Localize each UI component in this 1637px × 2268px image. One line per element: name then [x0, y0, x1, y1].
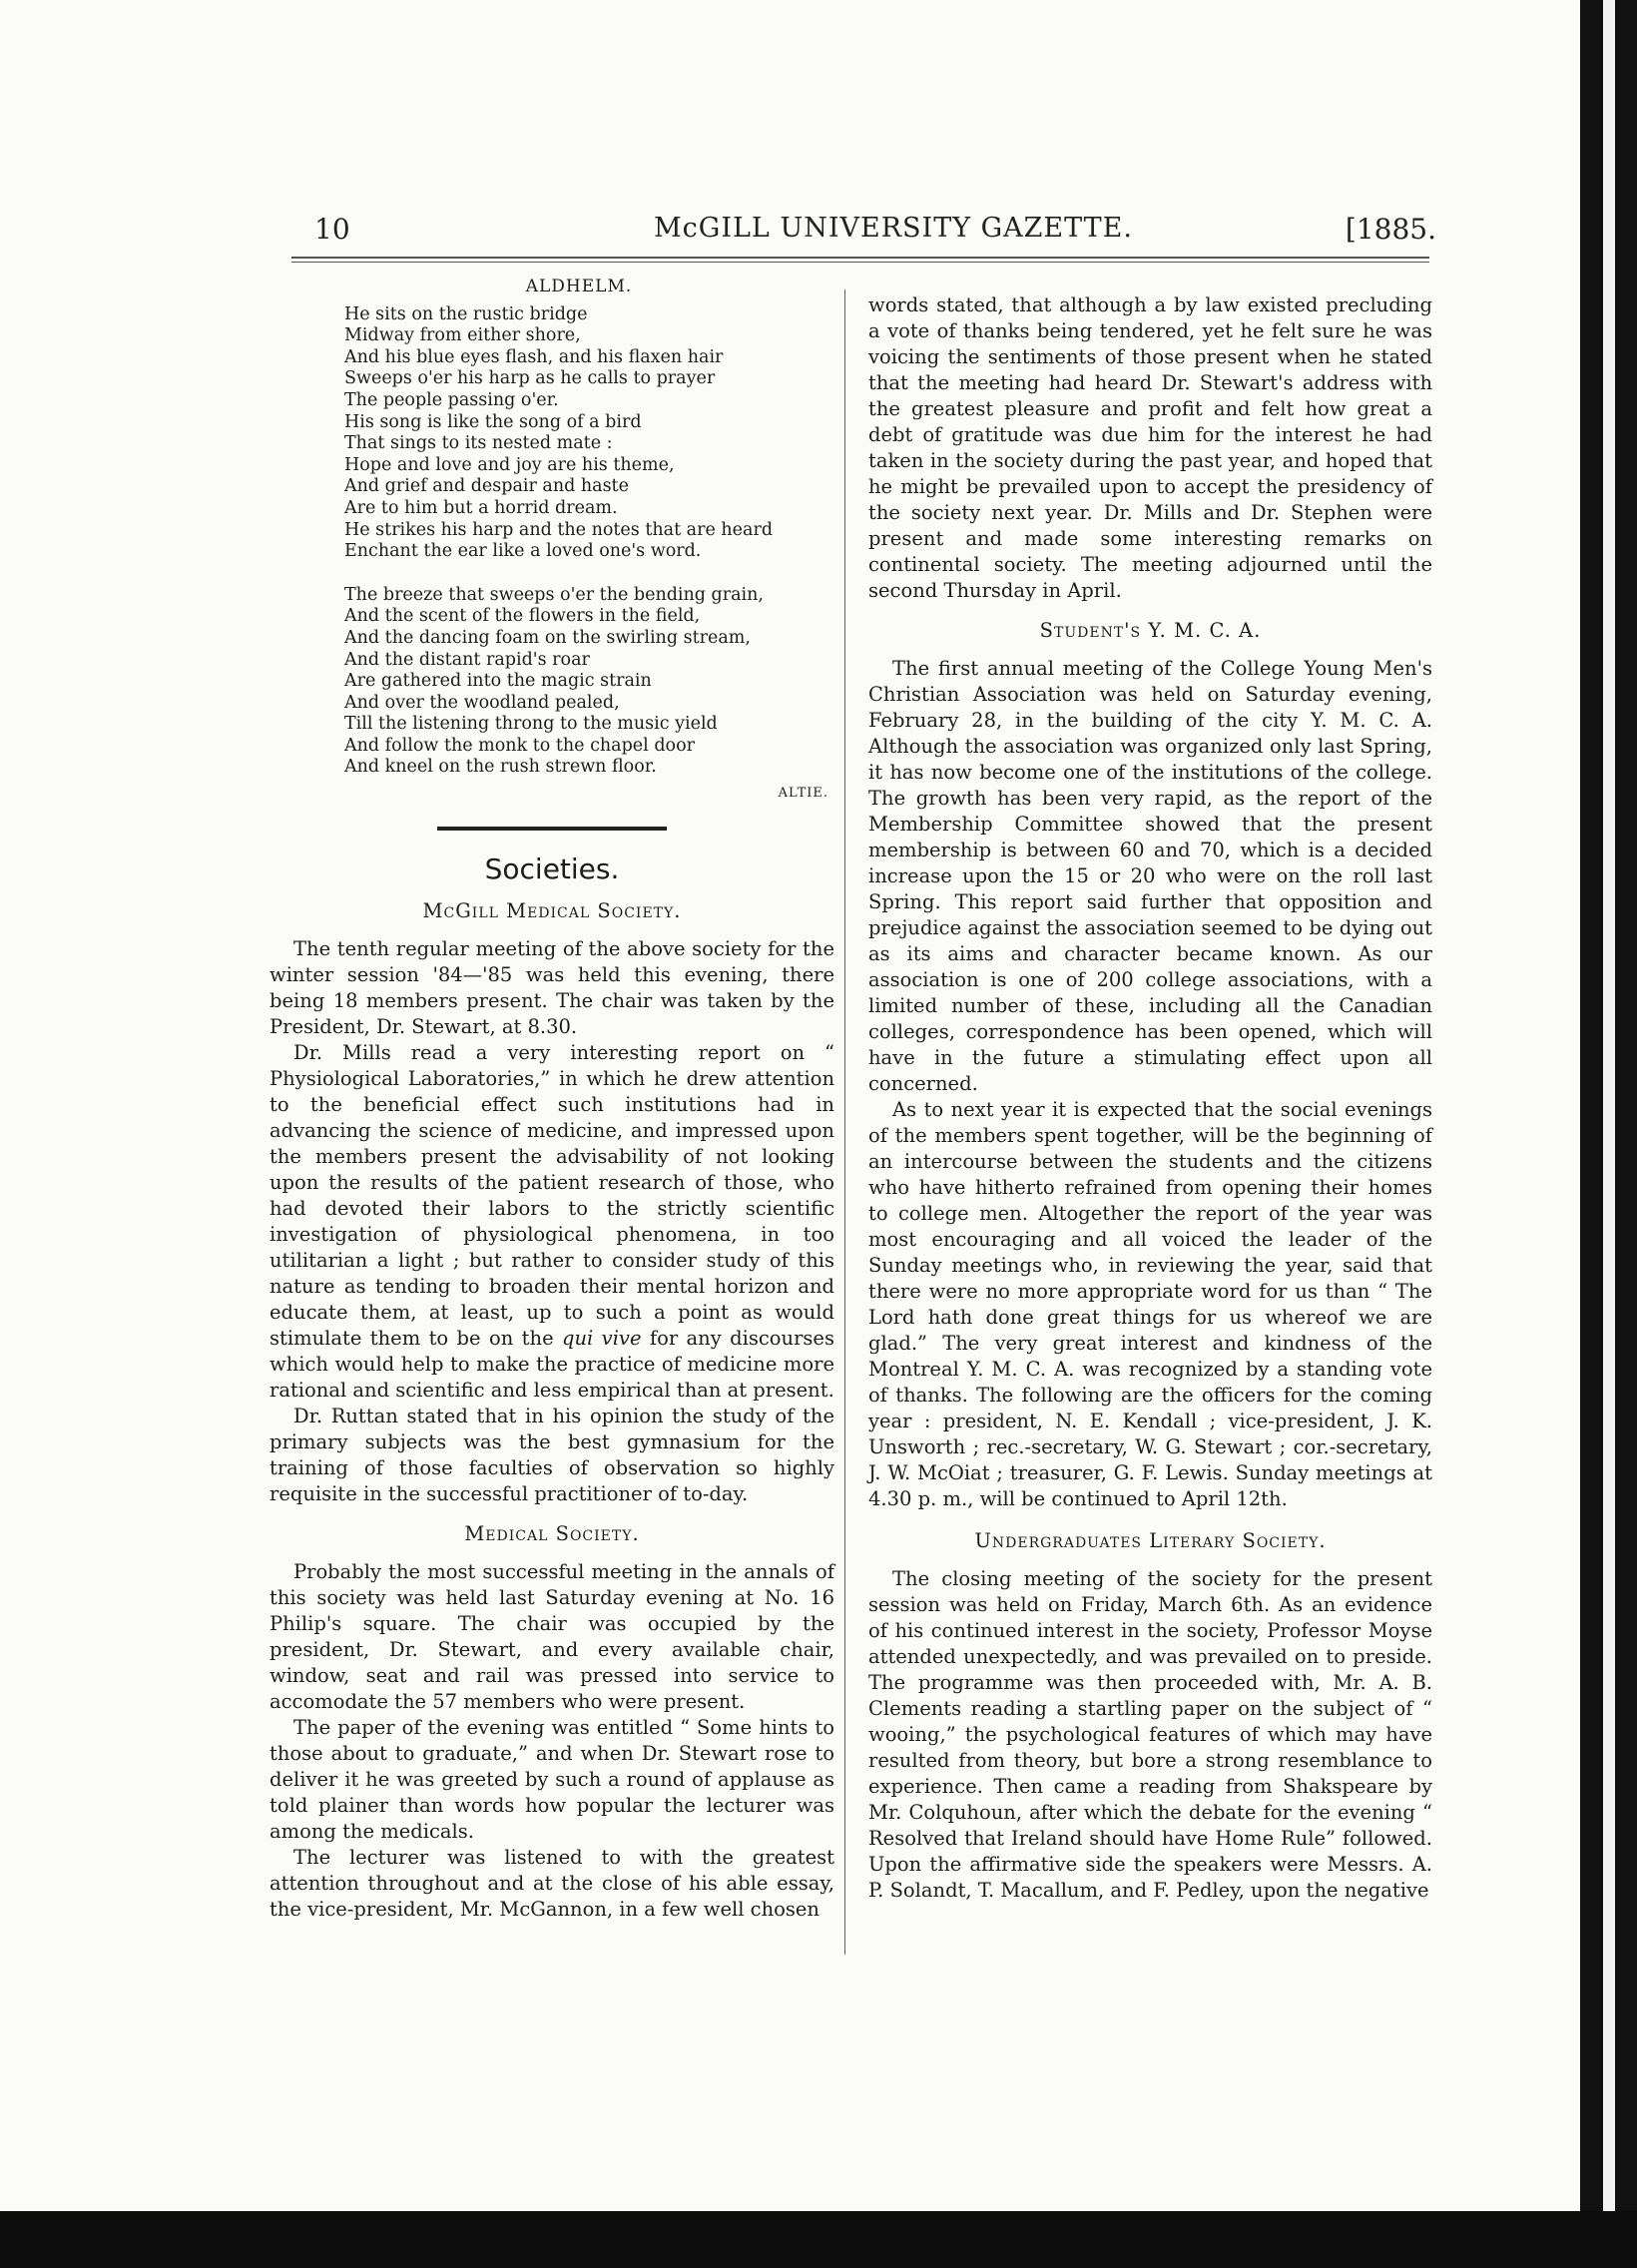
right-column — [868, 292, 1432, 1904]
header-rule-top — [291, 257, 1429, 259]
page-header — [314, 205, 1436, 255]
publication-title: McGILL UNIVERSITY GAZETTE. — [654, 213, 1133, 244]
heading-undergraduates-literary-society: Undergraduates Literary Society. — [974, 1529, 1327, 1552]
poem-line: Enchant the ear like a loved one's word. — [344, 541, 702, 562]
poem-line: The breeze that sweeps o'er the bending grain, — [344, 584, 764, 605]
poem — [270, 277, 828, 805]
italic-phrase: qui vive — [562, 1326, 642, 1350]
poem-line: And his blue eyes flash, and his flaxen hair — [344, 346, 724, 367]
poem-line: He strikes his harp and the notes that are heard — [344, 519, 774, 540]
year-label: [1885. — [1345, 213, 1436, 246]
poem-line: And grief and despair and haste — [344, 476, 629, 497]
poem-line: That sings to its nested mate : — [344, 433, 613, 454]
poem-line: Are gathered into the magic strain — [344, 671, 652, 692]
left-column — [270, 277, 834, 1923]
poem-line: The people passing o'er. — [344, 389, 559, 410]
poem-line: And kneel on the rush strewn floor. — [344, 757, 657, 778]
heading-mcgill-medical-society: McGill Medical Society. — [422, 898, 682, 922]
header-rule-bottom — [291, 262, 1429, 263]
scan-border-bottom — [0, 2211, 1637, 2268]
poem-line: And over the woodland pealed, — [344, 692, 620, 713]
section-title: Societies. — [484, 851, 620, 885]
adjacent-page-strip — [1603, 0, 1615, 2268]
poem-line: Midway from either shore, — [344, 325, 581, 346]
poem-line: Are to him but a horrid dream. — [344, 497, 618, 518]
paragraph: The closing meeting of the society for the present session was held on Friday, March 6th. As an evidence of his continued interest in the society, Professor Moyse attended unexpectedly, and was prevailed on to preside. The programme was then proceeded with, Mr. A. B. Clements reading a startling paper on the subject of “ wooing,” the psychological features of which may have resulted from theory, but bore a strong resemblance to experience. Then came a reading from Shakspeare by Mr. Colquhoun, after which the debate for the evening “ Resolved that Ireland should have Home Rule” followed. Upon the affirmative side the speakers were Messrs. A. P. Solandt, T. Macallum, and F. Pedley, upon the negative — [868, 1567, 1432, 1902]
poem-line: His song is like the song of a bird — [344, 411, 642, 432]
poem-line: And the scent of the flowers in the field, — [344, 606, 701, 627]
poem-line: Sweeps o'er his harp as he calls to prayer — [344, 368, 716, 389]
column-divider — [844, 289, 845, 1955]
poem-line: And the dancing foam on the swirling stream, — [344, 627, 751, 648]
paragraph-text: for any discourses which would help to make the practice of medicine more rational and scientific and less empirical than at present. — [270, 1326, 834, 1402]
paragraph: The paper of the evening was entitled “ Some hints to those about to graduate,” and when Dr. Stewart rose to deliver it he was greeted by such a round of applause as told plainer than words how popular the lecturer was among the medicals. — [270, 1715, 834, 1843]
paragraph: As to next year it is expected that the social evenings of the members spent together, will be the beginning of an intercourse between the students and the citizens who have hitherto refrained from opening their homes to college men. Altogether the report of the year was most encouraging and all voiced the leader of the Sunday meetings who, in reviewing the year, said that there were no more appropriate word for us than “ The Lord hath done great things for us whereof we are glad.” The very great interest and kindness of the Montreal Y. M. C. A. was recognized by a standing vote of thanks. The following are the officers for the coming year : president, N. E. Kendall ; vice-president, J. K. Unsworth ; rec.-secretary, W. G. Stewart ; cor.-secretary, J. W. McOiat ; treasurer, G. F. Lewis. Sunday meetings at 4.30 p. m., will be continued to April 12th. — [868, 1098, 1432, 1510]
poem-line: And the distant rapid's roar — [344, 649, 590, 670]
poem-line: Hope and love and joy are his theme, — [344, 454, 675, 475]
poem-stanza-1 — [344, 304, 814, 563]
poem-line: He sits on the rustic bridge — [344, 303, 588, 324]
section-rule — [437, 827, 667, 831]
paragraph — [270, 1040, 834, 1404]
heading-medical-society: Medical Society. — [464, 1521, 640, 1545]
poem-stanza-2 — [344, 585, 814, 779]
page-number: 10 — [314, 213, 350, 246]
poem-title: ALDHELM. — [525, 277, 633, 296]
paragraph-text: Dr. Mills read a very interesting report on “ Physiological Laboratories,” in which he drew attention to the beneficial effect such institutions had in advancing the science of medicine, and impressed upon the members present the advisability of not looking upon the results of the patient research of those, who had devoted their labors to the strictly scientific investigation of physiological phenomena, in too utilitarian a light ; but rather to consider study of this nature as tending to broaden their mental horizon and educate them, at least, up to such a point as would stimulate them to be on the — [270, 1040, 834, 1350]
paragraph: The first annual meeting of the College Young Men's Christian Association was held on Saturday evening, February 28, in the building of the city Y. M. C. A. Although the association was organized only last Spring, it has now become one of the institutions of the college. The growth has been very rapid, as the report of the Membership Committee showed that the present membership is between 60 and 70, which is a decided increase upon the 15 or 20 who were on the roll last Spring. This report said further that opposition and prejudice against the association seemed to be dying out as its aims and character became known. As our association is one of 200 college associations, with a limited number of these, including all the Canadian colleges, correspondence has been opened, which will have in the future a stimulating effect upon all concerned. — [868, 657, 1432, 1095]
poem-line: And follow the monk to the chapel door — [344, 735, 695, 756]
paragraph: The lecturer was listened to with the greatest attention throughout and at the close of his able essay, the vice-president, Mr. McGannon, in a few well chosen — [270, 1845, 834, 1921]
poem-line: Till the listening throng to the music yield — [344, 714, 718, 735]
heading-students-ymca: Student's Y. M. C. A. — [1039, 619, 1262, 642]
paragraph: Probably the most successful meeting in the annals of this society was held last Saturday evening at No. 16 Philip's square. The chair was occupied by the president, Dr. Stewart, and every available chair, window, seat and rail was pressed into service to accomodate the 57 members who were present. — [270, 1559, 834, 1713]
paragraph: Dr. Ruttan stated that in his opinion the study of the primary subjects was the best gymnasium for the training of those faculties of observation so highly requisite in the successful practitioner of to-day. — [270, 1404, 834, 1505]
paragraph: The tenth regular meeting of the above society for the winter session '84—'85 was held this evening, there being 18 members present. The chair was taken by the President, Dr. Stewart, at 8.30. — [270, 936, 834, 1038]
paragraph: words stated, that although a by law existed precluding a vote of thanks being tendered, yet he felt sure he was voicing the sentiments of those present when he stated that the meeting had heard Dr. Stewart's address with the greatest pleasure and profit and felt how great a debt of gratitude was due him for the interest he had taken in the society during the past year, and hoped that he might be prevailed upon to accept the presidency of the society next year. Dr. Mills and Dr. Stephen were present and made some interesting remarks on continental society. The meeting adjourned until the second Thursday in April. — [868, 293, 1432, 602]
poem-author: ALTIE. — [778, 786, 828, 802]
